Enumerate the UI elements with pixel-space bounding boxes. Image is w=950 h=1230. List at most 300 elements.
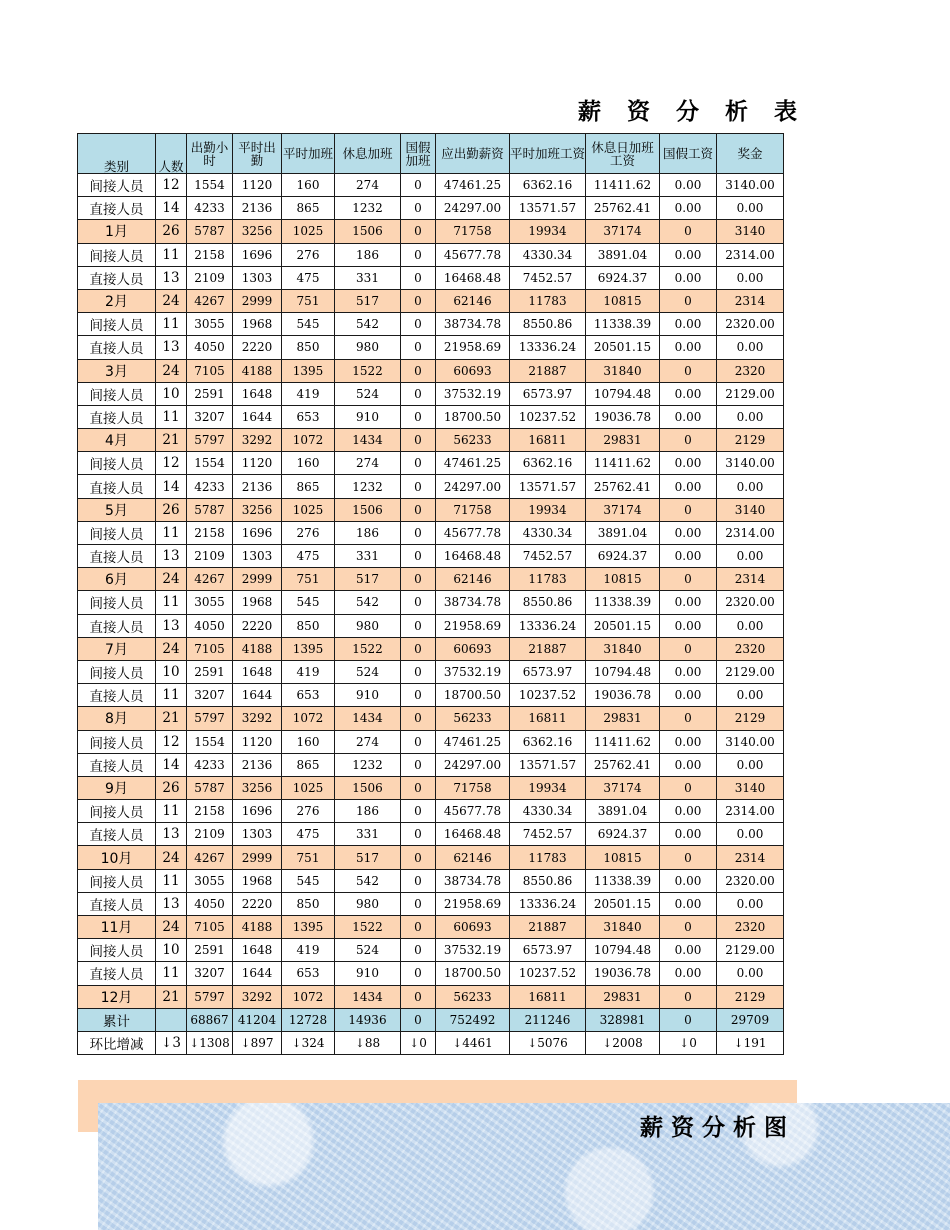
cell-rest-overtime: ↓88 <box>335 1031 401 1054</box>
cell-regular-ot-pay: 7452.57 <box>510 545 586 568</box>
cell-attendance-hours: 2158 <box>187 521 233 544</box>
staff-row <box>78 475 784 498</box>
cell-regular-attendance: 1648 <box>233 660 282 683</box>
staff-row <box>78 243 784 266</box>
cell-rest-overtime: 910 <box>335 962 401 985</box>
cell-headcount: 11 <box>156 869 187 892</box>
col-header-regular-ot-pay: 平时加班工资 <box>510 134 586 174</box>
cell-regular-attendance: 1120 <box>233 174 282 197</box>
cell-regular-overtime: 653 <box>282 405 335 428</box>
cell-holiday-pay: 0.00 <box>660 962 717 985</box>
cell-base-salary: 24297.00 <box>436 475 510 498</box>
cell-base-salary: 21958.69 <box>436 336 510 359</box>
cell-bonus: 2129 <box>717 985 784 1008</box>
staff-row <box>78 313 784 336</box>
cell-regular-overtime: 475 <box>282 545 335 568</box>
cell-holiday-pay: 0.00 <box>660 382 717 405</box>
staff-row <box>78 197 784 220</box>
cell-attendance-hours: 4050 <box>187 892 233 915</box>
cell-regular-attendance: 4188 <box>233 359 282 382</box>
cell-regular-overtime: 1395 <box>282 359 335 382</box>
cell-regular-overtime: 653 <box>282 684 335 707</box>
cell-category: 间接人员 <box>78 800 156 823</box>
cell-holiday-pay: 0.00 <box>660 545 717 568</box>
cell-regular-attendance: 3292 <box>233 985 282 1008</box>
cell-bonus: 2129 <box>717 707 784 730</box>
cell-attendance-hours: 3207 <box>187 962 233 985</box>
cell-regular-attendance: 2136 <box>233 753 282 776</box>
cell-headcount: 21 <box>156 985 187 1008</box>
change-row <box>78 1031 784 1054</box>
cell-regular-overtime: 1072 <box>282 429 335 452</box>
cell-attendance-hours: 4233 <box>187 475 233 498</box>
cell-rest-day-ot-pay: 20501.15 <box>586 892 660 915</box>
cell-regular-overtime: 850 <box>282 614 335 637</box>
cell-holiday-overtime: 0 <box>401 266 436 289</box>
cell-regular-ot-pay: 16811 <box>510 429 586 452</box>
cell-holiday-pay: 0.00 <box>660 336 717 359</box>
cell-rest-day-ot-pay: 11411.62 <box>586 730 660 753</box>
col-header-holiday-overtime: 国假加班 <box>401 134 436 174</box>
cell-rest-day-ot-pay: 6924.37 <box>586 823 660 846</box>
cell-headcount: 13 <box>156 614 187 637</box>
cell-bonus: 3140.00 <box>717 452 784 475</box>
cell-headcount: 10 <box>156 660 187 683</box>
cell-category: 直接人员 <box>78 197 156 220</box>
cell-holiday-overtime: 0 <box>401 174 436 197</box>
cell-rest-day-ot-pay: 31840 <box>586 637 660 660</box>
cell-rest-overtime: 274 <box>335 452 401 475</box>
cell-headcount: 26 <box>156 776 187 799</box>
staff-row <box>78 869 784 892</box>
cell-attendance-hours: 4267 <box>187 846 233 869</box>
cell-base-salary: 47461.25 <box>436 174 510 197</box>
cell-holiday-overtime: 0 <box>401 753 436 776</box>
cell-regular-ot-pay: 4330.34 <box>510 521 586 544</box>
cell-attendance-hours: 4267 <box>187 568 233 591</box>
cell-headcount: 21 <box>156 707 187 730</box>
cell-regular-attendance: 1120 <box>233 452 282 475</box>
cell-holiday-overtime: 0 <box>401 220 436 243</box>
cell-headcount: 13 <box>156 892 187 915</box>
cell-bonus: 3140.00 <box>717 174 784 197</box>
cell-attendance-hours: 3207 <box>187 684 233 707</box>
cell-rest-day-ot-pay: 10794.48 <box>586 382 660 405</box>
cell-rest-day-ot-pay: 328981 <box>586 1008 660 1031</box>
cell-rest-day-ot-pay: 25762.41 <box>586 753 660 776</box>
cell-bonus: 0.00 <box>717 962 784 985</box>
month-row <box>78 707 784 730</box>
cell-base-salary: 38734.78 <box>436 869 510 892</box>
cell-attendance-hours: 3207 <box>187 405 233 428</box>
cell-holiday-overtime: 0 <box>401 313 436 336</box>
cell-headcount: 11 <box>156 313 187 336</box>
cell-regular-attendance: 3256 <box>233 498 282 521</box>
cell-category: 4月 <box>78 429 156 452</box>
cell-attendance-hours: 1554 <box>187 174 233 197</box>
cell-category: 直接人员 <box>78 962 156 985</box>
cell-holiday-overtime: 0 <box>401 939 436 962</box>
cell-base-salary: 60693 <box>436 916 510 939</box>
cell-regular-overtime: 1025 <box>282 498 335 521</box>
cell-rest-overtime: 1522 <box>335 916 401 939</box>
cell-holiday-overtime: 0 <box>401 730 436 753</box>
cell-holiday-pay: 0 <box>660 707 717 730</box>
cell-regular-attendance: 1644 <box>233 684 282 707</box>
cell-category: 间接人员 <box>78 591 156 614</box>
cell-regular-ot-pay: 10237.52 <box>510 405 586 428</box>
cell-rest-day-ot-pay: 37174 <box>586 498 660 521</box>
cell-regular-attendance: 1968 <box>233 591 282 614</box>
cell-rest-overtime: 542 <box>335 313 401 336</box>
cell-holiday-pay: 0.00 <box>660 197 717 220</box>
cell-headcount: 11 <box>156 243 187 266</box>
cell-category: 间接人员 <box>78 660 156 683</box>
cell-regular-overtime: 751 <box>282 568 335 591</box>
cell-regular-overtime: 545 <box>282 591 335 614</box>
cell-holiday-pay: 0.00 <box>660 405 717 428</box>
cell-headcount: 26 <box>156 220 187 243</box>
cell-rest-overtime: 542 <box>335 591 401 614</box>
cell-holiday-overtime: 0 <box>401 869 436 892</box>
cell-rest-overtime: 1522 <box>335 359 401 382</box>
cell-bonus: 0.00 <box>717 266 784 289</box>
cell-holiday-overtime: 0 <box>401 846 436 869</box>
cell-regular-ot-pay: 6573.97 <box>510 382 586 405</box>
cell-rest-overtime: 524 <box>335 660 401 683</box>
cell-regular-overtime: 1025 <box>282 220 335 243</box>
salary-table <box>77 133 784 1055</box>
cell-base-salary: 71758 <box>436 776 510 799</box>
cell-rest-overtime: 186 <box>335 521 401 544</box>
cell-base-salary: 45677.78 <box>436 800 510 823</box>
cell-base-salary: 45677.78 <box>436 521 510 544</box>
cell-regular-ot-pay: 21887 <box>510 916 586 939</box>
cell-holiday-overtime: 0 <box>401 498 436 521</box>
cell-regular-ot-pay: 13336.24 <box>510 892 586 915</box>
cell-regular-attendance: 1303 <box>233 545 282 568</box>
cell-holiday-pay: ↓0 <box>660 1031 717 1054</box>
cell-bonus: ↓191 <box>717 1031 784 1054</box>
cell-rest-overtime: 274 <box>335 730 401 753</box>
cell-base-salary: 38734.78 <box>436 591 510 614</box>
cell-attendance-hours: 4050 <box>187 614 233 637</box>
cell-holiday-pay: 0.00 <box>660 614 717 637</box>
cell-bonus: 3140 <box>717 776 784 799</box>
staff-row <box>78 336 784 359</box>
cell-holiday-pay: 0 <box>660 776 717 799</box>
cell-headcount: 13 <box>156 266 187 289</box>
month-row <box>78 498 784 521</box>
cell-category: 间接人员 <box>78 730 156 753</box>
cell-base-salary: 21958.69 <box>436 614 510 637</box>
cell-holiday-overtime: ↓0 <box>401 1031 436 1054</box>
cell-category: 10月 <box>78 846 156 869</box>
cell-regular-overtime: 850 <box>282 336 335 359</box>
cell-regular-attendance: 2136 <box>233 197 282 220</box>
cell-base-salary: 47461.25 <box>436 452 510 475</box>
cell-rest-overtime: 1522 <box>335 637 401 660</box>
cell-regular-ot-pay: 8550.86 <box>510 313 586 336</box>
cell-rest-day-ot-pay: 10794.48 <box>586 939 660 962</box>
col-header-attendance-hours: 出勤小时 <box>187 134 233 174</box>
cell-holiday-overtime: 0 <box>401 289 436 312</box>
cell-rest-overtime: 517 <box>335 289 401 312</box>
cell-regular-overtime: 1072 <box>282 985 335 1008</box>
cell-attendance-hours: 1554 <box>187 730 233 753</box>
cell-regular-ot-pay: 16811 <box>510 985 586 1008</box>
cell-category: 2月 <box>78 289 156 312</box>
month-row <box>78 289 784 312</box>
col-header-regular-overtime: 平时加班 <box>282 134 335 174</box>
cell-rest-overtime: 331 <box>335 823 401 846</box>
cell-rest-overtime: 980 <box>335 336 401 359</box>
cell-regular-attendance: 2136 <box>233 475 282 498</box>
cell-rest-overtime: 542 <box>335 869 401 892</box>
cell-attendance-hours: 2591 <box>187 382 233 405</box>
staff-row <box>78 684 784 707</box>
cell-rest-overtime: 186 <box>335 800 401 823</box>
cell-rest-overtime: 1232 <box>335 197 401 220</box>
cell-bonus: 2129.00 <box>717 382 784 405</box>
cell-regular-overtime: 419 <box>282 382 335 405</box>
cell-holiday-overtime: 0 <box>401 243 436 266</box>
cell-regular-ot-pay: 7452.57 <box>510 266 586 289</box>
cell-regular-ot-pay: 19934 <box>510 776 586 799</box>
cell-rest-overtime: 910 <box>335 405 401 428</box>
col-header-holiday-pay: 国假工资 <box>660 134 717 174</box>
cell-holiday-overtime: 0 <box>401 1008 436 1031</box>
cell-regular-attendance: 1696 <box>233 800 282 823</box>
cell-holiday-pay: 0 <box>660 568 717 591</box>
cell-bonus: 0.00 <box>717 197 784 220</box>
cell-attendance-hours: 5797 <box>187 707 233 730</box>
cell-holiday-pay: 0 <box>660 916 717 939</box>
cell-holiday-pay: 0 <box>660 359 717 382</box>
cell-base-salary: 71758 <box>436 498 510 521</box>
cell-regular-ot-pay: 10237.52 <box>510 962 586 985</box>
cell-attendance-hours: 2158 <box>187 800 233 823</box>
cell-bonus: 0.00 <box>717 684 784 707</box>
cell-regular-attendance: 2220 <box>233 336 282 359</box>
cell-regular-ot-pay: 211246 <box>510 1008 586 1031</box>
cell-regular-overtime: ↓324 <box>282 1031 335 1054</box>
cell-holiday-overtime: 0 <box>401 800 436 823</box>
cell-regular-overtime: 475 <box>282 266 335 289</box>
cell-headcount: 11 <box>156 684 187 707</box>
cell-rest-day-ot-pay: 3891.04 <box>586 521 660 544</box>
total-row <box>78 1008 784 1031</box>
month-row <box>78 429 784 452</box>
cell-attendance-hours: 5787 <box>187 498 233 521</box>
cell-attendance-hours: 68867 <box>187 1008 233 1031</box>
cell-category: 间接人员 <box>78 382 156 405</box>
cell-bonus: 2320.00 <box>717 313 784 336</box>
cell-rest-day-ot-pay: 29831 <box>586 429 660 452</box>
col-header-rest-overtime: 休息加班 <box>335 134 401 174</box>
cell-rest-overtime: 1506 <box>335 776 401 799</box>
cell-holiday-overtime: 0 <box>401 776 436 799</box>
cell-rest-day-ot-pay: 10815 <box>586 289 660 312</box>
cell-holiday-overtime: 0 <box>401 382 436 405</box>
cell-attendance-hours: 4050 <box>187 336 233 359</box>
cell-holiday-pay: 0 <box>660 1008 717 1031</box>
cell-holiday-pay: 0.00 <box>660 892 717 915</box>
cell-headcount: 11 <box>156 521 187 544</box>
cell-base-salary: 45677.78 <box>436 243 510 266</box>
col-header-base-salary: 应出勤薪资 <box>436 134 510 174</box>
cell-base-salary: 60693 <box>436 359 510 382</box>
cell-regular-ot-pay: ↓5076 <box>510 1031 586 1054</box>
cell-category: 间接人员 <box>78 174 156 197</box>
cell-bonus: 2314 <box>717 568 784 591</box>
cell-rest-day-ot-pay: ↓2008 <box>586 1031 660 1054</box>
cell-bonus: 2314.00 <box>717 243 784 266</box>
cell-regular-ot-pay: 11783 <box>510 289 586 312</box>
cell-regular-overtime: 276 <box>282 800 335 823</box>
cell-regular-ot-pay: 8550.86 <box>510 869 586 892</box>
cell-regular-attendance: 1696 <box>233 243 282 266</box>
cell-rest-overtime: 1434 <box>335 429 401 452</box>
cell-rest-day-ot-pay: 31840 <box>586 916 660 939</box>
cell-holiday-overtime: 0 <box>401 452 436 475</box>
cell-category: 间接人员 <box>78 452 156 475</box>
cell-bonus: 0.00 <box>717 892 784 915</box>
cell-holiday-pay: 0.00 <box>660 823 717 846</box>
cell-holiday-pay: 0.00 <box>660 174 717 197</box>
cell-attendance-hours: 7105 <box>187 359 233 382</box>
month-row <box>78 985 784 1008</box>
staff-row <box>78 800 784 823</box>
cell-holiday-pay: 0 <box>660 846 717 869</box>
cell-regular-overtime: 751 <box>282 846 335 869</box>
cell-bonus: 0.00 <box>717 336 784 359</box>
cell-rest-day-ot-pay: 6924.37 <box>586 266 660 289</box>
cell-holiday-pay: 0 <box>660 498 717 521</box>
cell-bonus: 2129.00 <box>717 660 784 683</box>
cell-rest-overtime: 1506 <box>335 220 401 243</box>
cell-holiday-overtime: 0 <box>401 545 436 568</box>
cell-rest-overtime: 524 <box>335 382 401 405</box>
cell-regular-ot-pay: 19934 <box>510 498 586 521</box>
cell-regular-overtime: 1395 <box>282 637 335 660</box>
cell-regular-attendance: 2999 <box>233 846 282 869</box>
cell-regular-overtime: 653 <box>282 962 335 985</box>
cell-bonus: 2320 <box>717 637 784 660</box>
cell-holiday-pay: 0.00 <box>660 939 717 962</box>
col-header-headcount: 人数 <box>156 134 187 174</box>
cell-regular-attendance: 41204 <box>233 1008 282 1031</box>
cell-rest-overtime: 1232 <box>335 475 401 498</box>
cell-base-salary: ↓4461 <box>436 1031 510 1054</box>
cell-regular-ot-pay: 13336.24 <box>510 614 586 637</box>
cell-holiday-overtime: 0 <box>401 916 436 939</box>
cell-headcount: 14 <box>156 197 187 220</box>
cell-base-salary: 16468.48 <box>436 266 510 289</box>
col-header-category: 类别 <box>78 134 156 174</box>
cell-attendance-hours: 5797 <box>187 985 233 1008</box>
cell-regular-ot-pay: 21887 <box>510 359 586 382</box>
cell-attendance-hours: 5787 <box>187 220 233 243</box>
cell-regular-attendance: 2999 <box>233 289 282 312</box>
cell-rest-overtime: 1434 <box>335 707 401 730</box>
cell-regular-ot-pay: 8550.86 <box>510 591 586 614</box>
cell-rest-day-ot-pay: 37174 <box>586 776 660 799</box>
cell-attendance-hours: 2109 <box>187 823 233 846</box>
cell-base-salary: 24297.00 <box>436 197 510 220</box>
cell-rest-overtime: 274 <box>335 174 401 197</box>
cell-holiday-overtime: 0 <box>401 475 436 498</box>
cell-base-salary: 62146 <box>436 846 510 869</box>
cell-attendance-hours: 2591 <box>187 939 233 962</box>
cell-regular-overtime: 12728 <box>282 1008 335 1031</box>
cell-holiday-pay: 0 <box>660 289 717 312</box>
cell-attendance-hours: 1554 <box>187 452 233 475</box>
page-title: 薪 资 分 析 表 <box>578 99 807 125</box>
cell-base-salary: 16468.48 <box>436 823 510 846</box>
chart-panel <box>98 1103 950 1230</box>
cell-headcount: 24 <box>156 916 187 939</box>
cell-rest-overtime: 186 <box>335 243 401 266</box>
cell-bonus: 2129.00 <box>717 939 784 962</box>
cell-category: 12月 <box>78 985 156 1008</box>
cell-regular-ot-pay: 13336.24 <box>510 336 586 359</box>
cell-bonus: 2129 <box>717 429 784 452</box>
cell-regular-ot-pay: 16811 <box>510 707 586 730</box>
cell-regular-overtime: 419 <box>282 939 335 962</box>
cell-regular-overtime: 160 <box>282 730 335 753</box>
cell-rest-day-ot-pay: 3891.04 <box>586 243 660 266</box>
cell-regular-ot-pay: 19934 <box>510 220 586 243</box>
cell-bonus: 29709 <box>717 1008 784 1031</box>
header-row <box>78 134 784 174</box>
cell-regular-overtime: 865 <box>282 475 335 498</box>
cell-attendance-hours: 3055 <box>187 313 233 336</box>
cell-bonus: 2314 <box>717 846 784 869</box>
cell-category: 直接人员 <box>78 545 156 568</box>
cell-headcount: 24 <box>156 637 187 660</box>
cell-headcount: 13 <box>156 336 187 359</box>
cell-regular-ot-pay: 4330.34 <box>510 800 586 823</box>
cell-regular-ot-pay: 13571.57 <box>510 753 586 776</box>
cell-headcount: 14 <box>156 475 187 498</box>
cell-rest-day-ot-pay: 11338.39 <box>586 313 660 336</box>
month-row <box>78 916 784 939</box>
cell-rest-overtime: 980 <box>335 614 401 637</box>
cell-base-salary: 71758 <box>436 220 510 243</box>
cell-regular-ot-pay: 11783 <box>510 846 586 869</box>
cell-regular-overtime: 276 <box>282 521 335 544</box>
cell-holiday-overtime: 0 <box>401 614 436 637</box>
cell-regular-ot-pay: 7452.57 <box>510 823 586 846</box>
cell-headcount: ↓3 <box>156 1031 187 1054</box>
cell-rest-overtime: 980 <box>335 892 401 915</box>
cell-rest-day-ot-pay: 11338.39 <box>586 869 660 892</box>
cell-regular-attendance: 2220 <box>233 614 282 637</box>
cell-headcount: 12 <box>156 730 187 753</box>
cell-category: 间接人员 <box>78 869 156 892</box>
cell-bonus: 2320 <box>717 359 784 382</box>
month-row <box>78 637 784 660</box>
cell-headcount: 12 <box>156 452 187 475</box>
cell-holiday-pay: 0.00 <box>660 800 717 823</box>
col-header-bonus: 奖金 <box>717 134 784 174</box>
cell-regular-overtime: 160 <box>282 174 335 197</box>
staff-row <box>78 382 784 405</box>
month-row <box>78 846 784 869</box>
cell-holiday-pay: 0.00 <box>660 313 717 336</box>
cell-regular-ot-pay: 6573.97 <box>510 660 586 683</box>
